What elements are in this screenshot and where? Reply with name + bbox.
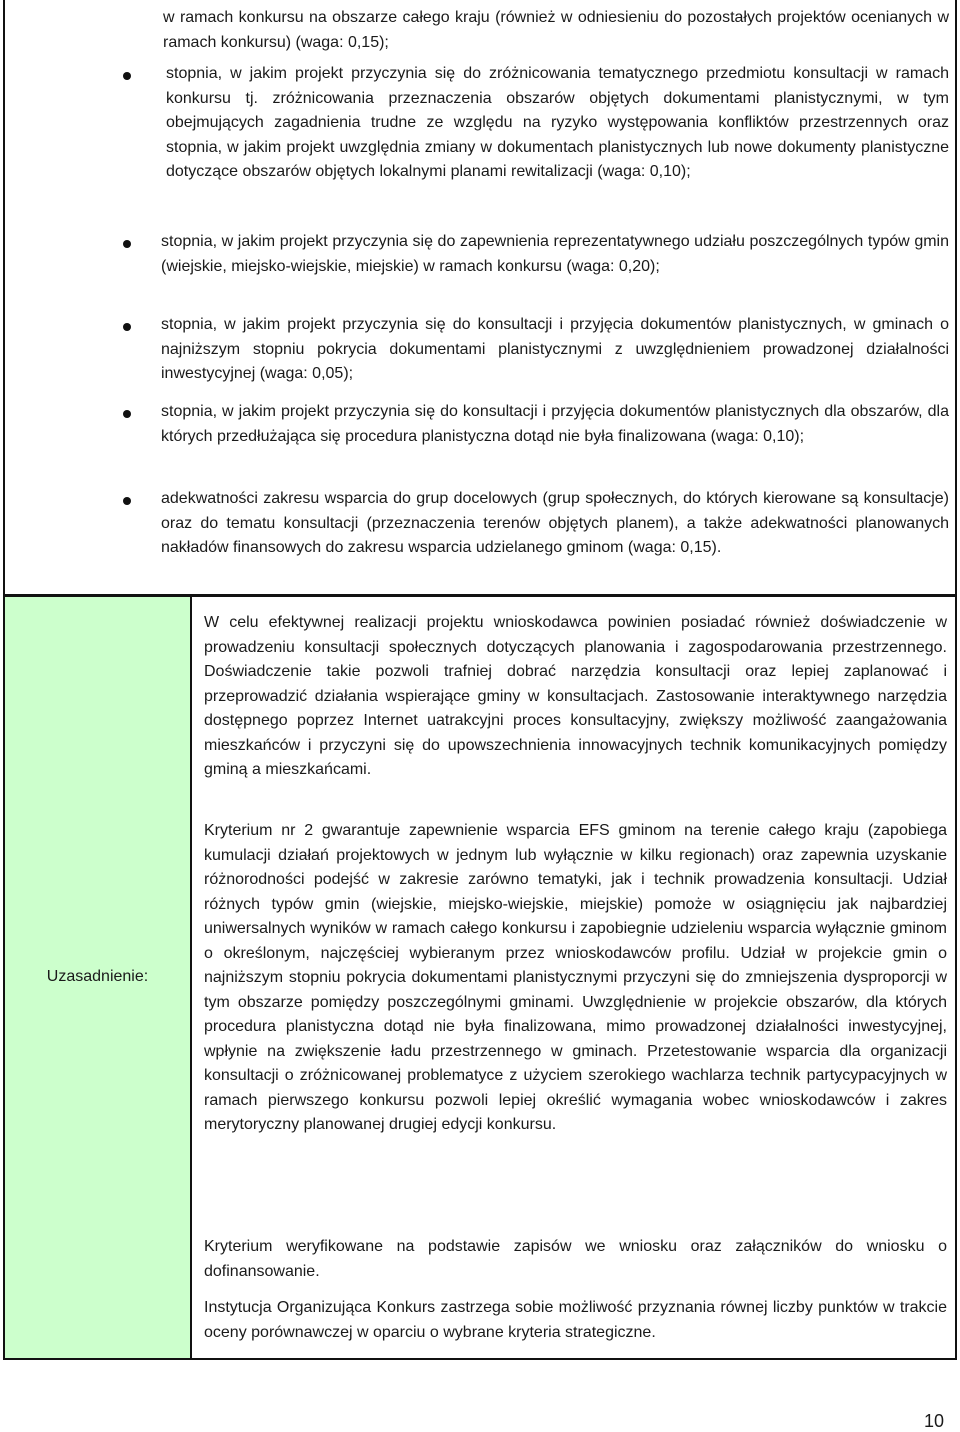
justification-table (3, 595, 957, 1360)
justification-label-cell (5, 597, 192, 1358)
justification-label: Uzasadnienie: (46, 968, 149, 985)
criteria-bullet-text: stopnia, w jakim projekt przyczynia się do konsultacji i przyjęcia dokumentów planistycznych, w gminach o najniższym stopniu pokrycia dokumentami planistycznymi z uwzględnieniem prowadzonej działalności inwestycyjnej (waga: 0,05); (161, 316, 949, 382)
criteria-bullet-text: stopnia, w jakim projekt przyczynia się do zróżnicowania tematycznego przedmiotu konsultacji w ramach konkursu tj. zróżnicowania przeznaczenia obszarów objętych dokumentami planistycznymi, w tym obejmujących zagadnienia trudne ze względu na ryzyko występowania konfliktów przestrzennych oraz stopnia, w jakim projekt uwzględnia zmiany w dokumentach planistycznych lub nowe dokumenty planistyczne dotyczące obszarów objętych lokalnymi planami rewitalizacji (waga: 0,10); (166, 65, 949, 180)
justification-paragraph: Kryterium weryfikowane na podstawie zapisów we wniosku oraz załączników do wniosku o dofinansowanie. (204, 1238, 947, 1280)
justification-content-cell (192, 597, 955, 1358)
bullet-icon (123, 497, 131, 505)
bullet-icon (123, 240, 131, 248)
justification-paragraph: Kryterium nr 2 gwarantuje zapewnienie wsparcia EFS gminom na terenie całego kraju (zapobiega kumulacji działań projektowych w jednym lub wyłącznie w kilku regionach) oraz zapewnia uzyskanie różnorodności podejść w zakresie zarówno tematyki, jak i technik prowadzenia konsultacji. Udział różnych typów gmin (wiejskie, miejsko-wiejskie, miejskie) pomoże w osiągnięciu jak najbardziej uniwersalnych wyników w ramach całego konkursu i zapobiegnie udzieleniu wsparcia wyłącznie gminom o określonym, najczęściej wybieranym przez wnioskodawców profilu. Udział w projekcie gmin o najniższym stopniu pokrycia dokumentami planistycznymi przyczyni się do zmniejszenia dysproporcji w tym obszarze pomiędzy poszczególnymi gminami. Uwzględnienie w projekcie obszarów, dla których procedura planistyczna dotąd nie była finalizowana, mimo prowadzonej działalności inwestycyjnej, wpłynie na zwiększenie ładu przestrzennego w gminach. Przetestowanie wsparcia dla organizacji konsultacji o zróżnicowanej problematyce z użyciem szerokiego wachlarza technik partycypacyjnych w ramach pierwszego konkursu pozwoli lepiej określić wymagania wobec wnioskodawców i zakres merytoryczny planowanej drugiej edycji konkursu. (204, 822, 947, 1133)
bullet-icon (123, 410, 131, 418)
justification-paragraph: W celu efektywnej realizacji projektu wnioskodawca powinien posiadać również doświadczenie w prowadzeniu konsultacji społecznych dotyczących planowania i zagospodarowania przestrzennego. Doświadczenie takie pozwoli trafniej dobrać narzędzia konsultacji oraz lepiej zaplanować i przeprowadzić działania wspierające gminy w konsultacjach. Zastosowanie interaktywnego narzędzia dostępnego poprzez Internet uatrakcyjni proces konsultacyjny, zwiększy możliwość zaangażowania mieszkańców i przyczyni się do upowszechnienia innowacyjnych technik komunikacyjnych pomiędzy gminą a mieszkańcami. (204, 614, 947, 778)
page-number: 10 (923, 1411, 944, 1431)
bullet-icon (123, 72, 131, 80)
justification-paragraph: Instytucja Organizująca Konkurs zastrzega sobie możliwość przyznania równej liczby punktów w trakcie oceny porównawczej w oparciu o wybrane kryteria strategiczne. (204, 1299, 947, 1341)
bullet-icon (123, 323, 131, 331)
criteria-bullet-text: adekwatności zakresu wsparcia do grup docelowych (grup społecznych, do których kierowane są konsultacje) oraz do tematu konsultacji (przeznaczenia terenów objętych planem), a także adekwatności planowanych nakładów finansowych do zakresu wsparcia udzielanego gminom (waga: 0,15). (161, 490, 949, 556)
criteria-continuation-text: w ramach konkursu na obszarze całego kraju (również w odniesieniu do pozostałych projektów ocenianych w ramach konkursu) (waga: 0,15); (163, 9, 949, 51)
criteria-cell (3, 0, 957, 596)
criteria-bullet-text: stopnia, w jakim projekt przyczynia się do zapewnienia reprezentatywnego udziału poszczególnych typów gmin (wiejskie, miejsko-wiejskie, miejskie) w ramach konkursu (waga: 0,20); (161, 233, 949, 275)
criteria-bullet-text: stopnia, w jakim projekt przyczynia się do konsultacji i przyjęcia dokumentów planistycznych dla obszarów, dla których przedłużająca się procedura planistyczna dotąd nie była finalizowana (waga: 0,10); (161, 403, 949, 445)
